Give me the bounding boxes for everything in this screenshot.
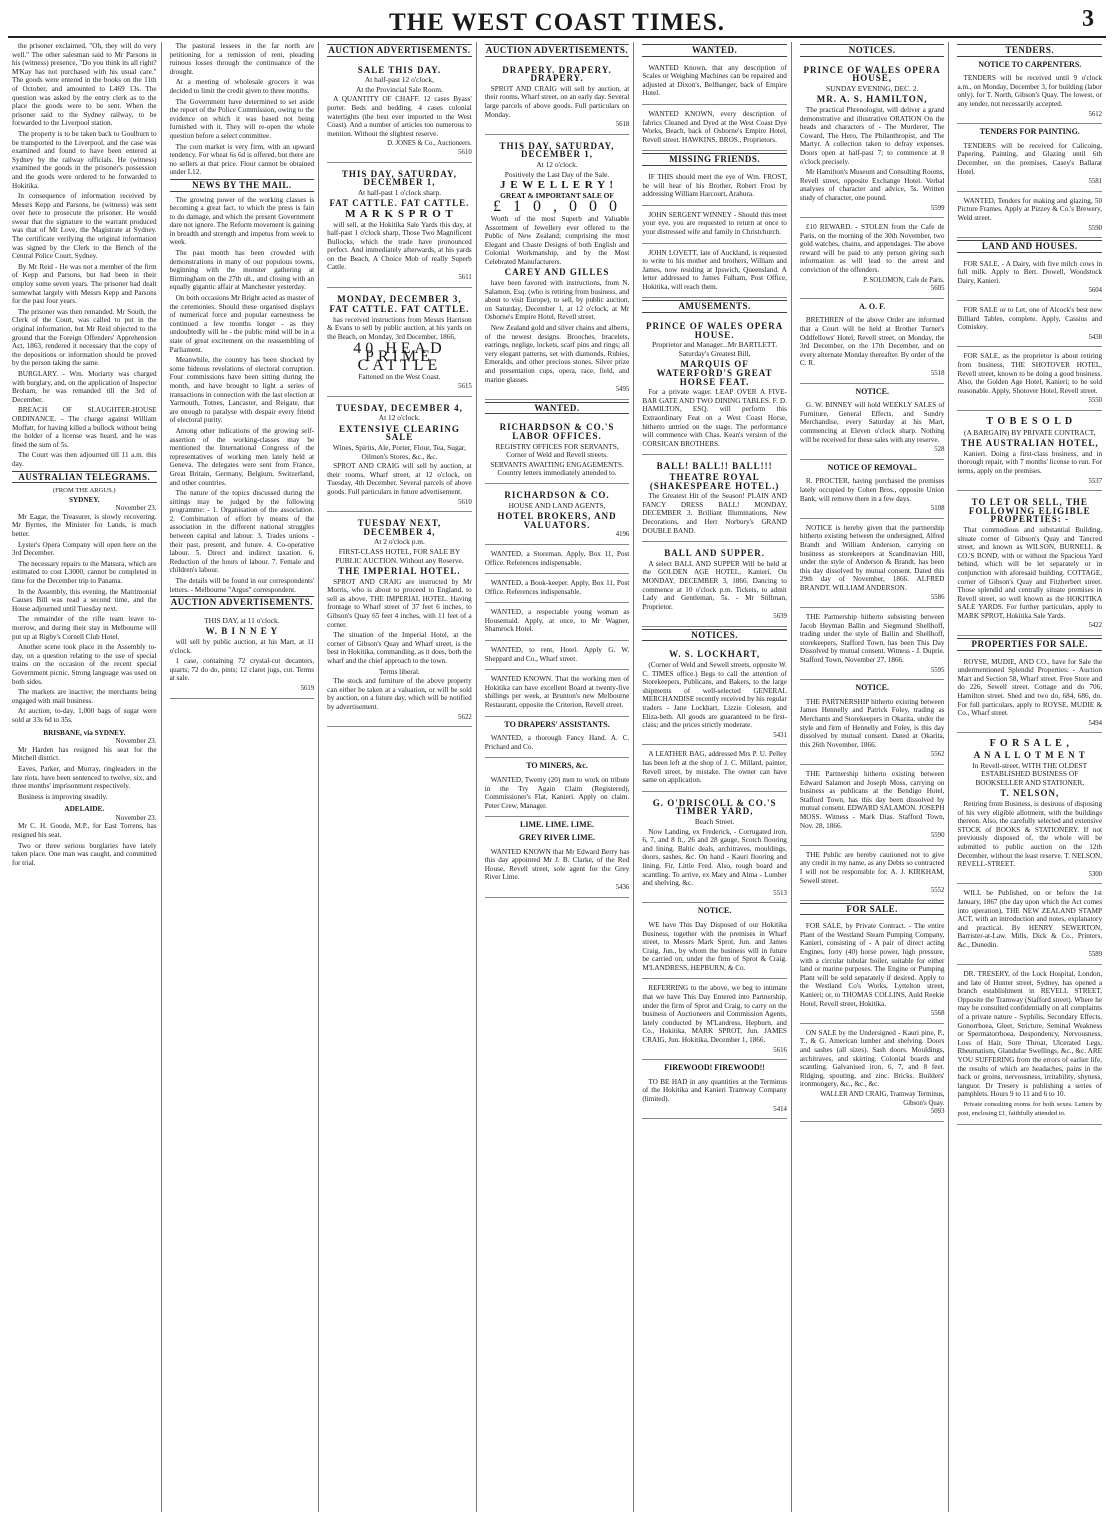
advertisement [642, 61, 787, 105]
ad-title: HOTEL BROKERS, AND VALUATORS. [497, 511, 617, 530]
section-heading: NOTICES. [800, 44, 945, 57]
ad-headline: PRINCE OF WALES OPERA HOUSE, [803, 64, 941, 84]
advertisement [800, 610, 945, 680]
ad-text: JOHN SERGENT WINNEY - Should this meet your eye, you are requested to return at once to your distressed wife and family in Christchurch. [642, 210, 787, 236]
ad-advertiser: W. S. LOCKHART, [669, 649, 761, 660]
ad-sub: SUNDAY EVENING, DEC. 2. [826, 83, 919, 93]
advertisement [642, 981, 787, 1060]
date: November 23. [115, 737, 157, 746]
ad-number: 5438 [1088, 333, 1103, 341]
ad-text: ROYSE, MUDIE, AND CO., have for Sale the undermentioned Splendid Properties: - Auction Mart and Section 58, Wharf street. Free Store and do 226, Sewell street. Cottage and do 706, Hamilton street. Shed and two do, 684, 686, do. For full particulars, apply to ROYSE, MUDIE & Co., Wharf street. [957, 657, 1103, 718]
article-paragraph: By Mr Reid - He was not a member of the firm of Kepp and Parsons, but had been in their employ some seven years. The prisoner had dealt somewhat largely with Messrs Kepp and Parsons for the past four years. [12, 262, 157, 306]
ad-number: 5611 [458, 274, 472, 282]
ad-headline: PRINCE OF WALES OPERA HOUSE. [645, 321, 784, 340]
ad-text: WILL be Published, on or before the 1st January, 1867 (the day upon which the Act comes into operation), THE NEW ZEALAND STAMP ACT, with an introduction and notes, explanatory and practical. By HENRY SEWERTON, Barrister-at-Law. Mills, Dick & Co., Printers, &c., Dunedin. [957, 889, 1103, 949]
ad-advertiser: THE IMPERIAL HOTEL. [338, 566, 461, 577]
advertisement [485, 731, 630, 758]
ad-sub: Wines, Spirits, Ale, Porter, Flour, Tea, Sugar, Oilmen's Stores, &c., &c. [332, 442, 466, 461]
advertisement [642, 645, 787, 745]
article-paragraph: At a meeting of wholesale grocers it was decided to limit the credit given to three months. [169, 78, 315, 95]
ad-advertiser: THE AUSTRALIAN HOTEL, [960, 438, 1099, 449]
ad-text: WANTED Known, that any description of Scales or Weighing Machines can be repaired and adjusted at Dixon's, Bellhanger, back of Empire Hotel. [642, 63, 787, 98]
advertisement [957, 655, 1102, 734]
article-paragraph: The remainder of the rifle team leave to-morrow, and during their stay in Melbourne will put up at Rigby's Cornell Club Hotel. [12, 615, 157, 641]
ad-time: At half-past 1 o'clock sharp. [357, 187, 442, 197]
sub-heading: NOTICE TO CARPENTERS. [978, 59, 1082, 69]
article-paragraph: Two or three serious burglaries have lately taken place. One man was caught, and committed for trial. [12, 841, 157, 867]
newspaper-title: THE WEST COAST TIMES. [389, 9, 725, 36]
ad-title: FIRST-CLASS HOTEL, FOR SALE BY PUBLIC AUCTION. Without any Reserve. [335, 546, 464, 565]
ad-text: That commodious and substantial Building, situate corner of Gibson's Quay and Tancred street, and known as WILSON, BURNELL & CO.'S BOND, with or without the Spacious Yard behind, which will be let separately or in conjunction with aforesaid building. COTTAGE, corner of Gibson's Quay and Fitzherbert street. Those splendid and centrally situate premises in Revell street, so well known as the HOKITIKA SALE YARDS. For further particulars, apply to MARK SPROT, Hokitika Sale Yards. [957, 525, 1103, 620]
ad-text: FOR SALE, - A Dairy, with five milch cows in full milk. Apply to Bert. Dowell, Woodstock Dairy, Kanieri. [957, 259, 1103, 285]
advertisement [957, 413, 1102, 491]
ad-headline: BALL AND SUPPER. [664, 548, 765, 559]
ad-text: A LEATHER BAG, addressed Mrs P. U. Pelley has been left at the shop of J. C. Millard, painter, Revell street, by mistake. The owner can have same on application. [642, 750, 787, 785]
article-paragraph: Among other indications of the growing self-assertion of the working-classes may be mentioned the International Congress of the representatives of working men lately held at Geneva. The delegates were sent from France, Great Britain, Germany, Belgium, Switzerland, and other countries. [169, 426, 315, 487]
article-paragraph: Eaves, Parker, and Murray, ringleaders in the late riots, have been sentenced to twelve, six, and three months' imprisonment respectively. [12, 764, 157, 791]
article-paragraph: The nature of the topics discussed during the sittings may be judged by the following programme: - 1. Organisation of the association. 2. Combination of effort by means of the association in the different national struggles between capital and labour. 3. Trades unions - their past, present, and future. 4. Co-operative labour. 5. Direct and indirect taxation. 6. Reduction of the hours of labour. 7. Female and children's labour. [169, 489, 315, 575]
advertisement [642, 747, 787, 791]
section-heading: MISSING FRIENDS. [642, 153, 787, 166]
section-heading: WANTED. [485, 402, 630, 415]
ad-sub: REGISTRY OFFICES FOR SERVANTS, Corner of Weld and Revell streets. [495, 441, 619, 460]
sub-heading: GREY RIVER LIME. [519, 832, 595, 842]
sub-heading: NOTICE. [697, 906, 732, 916]
ad-sub: In Revell-street, WITH THE OLDEST ESTABLISHED BUSINESS OF BOOKSELLER AND STATIONER, [972, 760, 1088, 787]
advertisement [800, 919, 945, 1024]
section-heading: AUCTION ADVERTISEMENTS. [170, 597, 313, 608]
sub-heading: NOTICE. [855, 386, 889, 396]
advertisement [642, 317, 787, 455]
advertisement [642, 107, 787, 151]
advertisement [957, 303, 1102, 347]
article-paragraph: At auction, to-day, 1,000 bags of sugar were sold at 33s 6d to 35s. [12, 707, 157, 724]
article-paragraph: Meanwhile, the country has been shocked by some hideous revelations of electoral corruption. Four commissions have been sitting during the month, and have brought to light a series of transactions in connection with the last election at Yarmouth, Totnes, Lancaster, and Reigate, that are enough to paralyse with despair every friend of electoral purity. [169, 356, 315, 425]
column-5 [638, 42, 792, 1512]
ad-number: 5615 [458, 383, 472, 390]
advertisement [800, 1026, 945, 1122]
ad-amount: £ 1 0 , 0 0 0 [493, 198, 622, 216]
sub-heading: LIME. LIME. LIME. [520, 820, 595, 830]
source-line: (FROM THE ARGUS.) [52, 487, 116, 495]
advertisement [327, 165, 472, 288]
ad-headline: SALE THIS DAY. [357, 64, 442, 75]
ad-number: 5610 [458, 148, 472, 156]
ad-number: 5562 [930, 751, 945, 759]
ad-advertiser: RICHARDSON & CO.'S LABOR OFFICES. [499, 422, 615, 441]
advertisement [485, 605, 630, 641]
ad-number: 5639 [773, 613, 787, 621]
ad-time: At 2 o'clock p.m. [374, 537, 425, 547]
ad-title: J E W E L L E R Y ! [499, 179, 615, 192]
ad-headline: TUESDAY NEXT, DECEMBER 4, [357, 518, 442, 537]
ad-text: TENDERS will be received until 9 o'clock a.m., on Monday, December 3, for building (labor only). for T. North, Gibson's Quay. The lowest, or any tender, not necessarily accepted. [957, 74, 1103, 108]
ad-number: 5093 [930, 1108, 945, 1116]
ad-advertiser: MR. A. S. HAMILTON, [816, 94, 928, 105]
ad-text: THE Partnership hitherto subsisting between Jacob Heyman Ballin and Siegmund Shellhoff, trading under the style of Ballin and Shellhoff, storekeepers, Stafford Town, has been This Day Dissolved by mutual consent. Witness - J. Duprie. Stafford Town, November 27, 1866. [799, 613, 945, 665]
advertisement [800, 695, 945, 765]
ad-headline: MONDAY, DECEMBER 3, [337, 293, 462, 304]
ad-text: WANTED, a Book-keeper. Apply, Box 11, Post Office. References indispensable. [484, 579, 630, 596]
article-paragraph: BREACH OF SLAUGHTER-HOUSE ORDINANCE. - The charge against William Moffatt, for having killed a bullock without being the holder of a license was heard, and he was fined the sum of 5s. [12, 406, 157, 449]
ad-big-line: 40 HEAD PRIME CATTLE [353, 339, 446, 374]
advertisement [170, 613, 315, 699]
advertisement [957, 257, 1102, 301]
column-6 [796, 42, 950, 1512]
ad-text: The situation of the Imperial Hotel, at the corner of Gibson's Quay and Wharf street, is the best in Hokitika, commanding, as it does, both the wharf and the chief approach to the town. [327, 631, 472, 666]
ad-headline: F O R S A L E , [989, 738, 1070, 750]
ad-text: A QUANTITY OF CHAFF. 12 cases Byass' porter. Beds and bedding. 4 cases colonial watertights (the best ever imported to the West Coast). And a number of articles too numerous to mention. Without the slightest reserve. [327, 95, 472, 138]
ad-number: 5622 [458, 713, 472, 721]
advertisement [800, 521, 945, 608]
ad-number: 5552 [930, 887, 945, 895]
ad-number: 5495 [615, 386, 630, 394]
article-paragraph: The property is to be taken back to Goulburn to be transported to the Liverpool, and the case was examined and found to have been entered at Sydney by the railway officials. He (witness) examined the goods in the prisoner's possession and the goods were ordered to be forwarded to Hokitika. [12, 129, 157, 190]
advertisement [485, 486, 630, 545]
ad-text: THE Public are hereby cautioned not to give any credit in my name, as any Debts so contracted I will not be responsible for. A. J. KIRKHAM, Sewell street. [799, 850, 945, 885]
sub-heading: TO MINERS, &c. [526, 761, 588, 771]
ad-text: WANTED, Twenty (20) men to work on tribute in the Try Again Claim (Registered), Commissioner's Flat, Kanieri. Apply on claim. Peter Crew, Manager. [484, 776, 630, 810]
ad-text: Worth of the most Superb and Valuable Assortment of Jewellery ever offered to the Public of New Zealand; comprising the most Elegant and Chaste Designs of both English and Colonial Workmanship, and by the Most Celebrated Manufacturers. [484, 214, 630, 266]
section-heading: AUCTION ADVERTISEMENTS. [485, 45, 629, 55]
ad-signature: P. SOLOMON, Cafe de Paris. [863, 276, 945, 284]
ad-text: Kanieri. Doing a first-class business, and in thorough repair, with 7 months' license to run. For terms, apply on the premises. [957, 449, 1103, 475]
article-paragraph: BURGLARY. - Wm. Moriarty was charged with burglary, and, on the application of Inspector Broham, he was remanded till the 3rd of December. [12, 369, 157, 404]
ad-number: 5590 [930, 832, 945, 840]
advertisement [327, 61, 472, 163]
ad-number: 5414 [773, 1105, 787, 1113]
ad-number: 5108 [930, 505, 945, 513]
ad-number: 5550 [1088, 397, 1103, 405]
ad-number: 5590 [1088, 224, 1103, 232]
ad-title: FAT CATTLE. FAT CATTLE. [329, 304, 470, 315]
ad-text: G. W. BINNEY will hold WEEKLY SALES of Furniture, General Effects, and Sundry Merchandise, every Saturday at his Mart, commencing at Eleven o'clock sharp. Nothing will be received for these sales with any reserve. [799, 401, 945, 444]
ad-advertiser: CAREY AND GILLES [504, 267, 610, 278]
section-heading: AMUSEMENTS. [642, 300, 787, 313]
section-heading: LAND AND HOUSES. [957, 240, 1102, 253]
ad-place: At the Provincial Sale Room. [356, 84, 443, 94]
column-7 [953, 42, 1106, 1512]
ad-advertiser: W. B I N N E Y [205, 626, 279, 637]
ad-sub: Beach Street. [694, 816, 735, 826]
ad-date: THIS DAY, at 11 o'clock. [204, 615, 280, 625]
ad-time: At 12 o'clock. [378, 413, 421, 423]
ad-advertiser: M A R K S P R O T [345, 207, 454, 220]
ad-signature: D. JONES & Co., Auctioneers. [387, 140, 472, 148]
ad-title: THEATRE ROYAL (SHAKESPEARE HOTEL.) [649, 471, 780, 491]
advertisement [800, 767, 945, 846]
section-heading: PROPERTIES FOR SALE. [957, 638, 1102, 651]
ad-number: 4196 [615, 531, 630, 539]
ad-text: A select BALL AND SUPPER Will be held at the GOLDEN AGE HOTEL, Kanieri, On MONDAY, DECEMBER 3, 1866. Dancing to commence at 10 o'clock p.m. Tickets, to admit Lady and Gentleman, 5s. - Mr Stillman, Proprietor. [642, 559, 787, 611]
ad-text: TO BE HAD in any quantities at the Terminus of the Hokitika and Kanieri Tramway Company (limited). [642, 1077, 787, 1103]
ad-text: REFERRING to the above, we beg to intimate that we have This Day Entered into Partnership, under the firm of Sprot and Craig, to carry on the business of Auctioneers and Commission Agents, lately conducted by M'Landress, Hepburn, and Co., Hokitika. MARK SPROT, Jun. JAMES CRAIG, Jun. Hokitika, December 1, 1866. [642, 984, 787, 1045]
ad-advertiser: G. O'DRISCOLL & CO.'S TIMBER YARD, [652, 797, 777, 817]
advertisement [642, 457, 787, 542]
ad-text: SPROT AND CRAIG will sell by auction, at their rooms, Wharf street, on an early day. Several large parcels of above goods. Full particulars on Monday. [484, 84, 630, 119]
ad-number: 5581 [1088, 178, 1103, 186]
ad-text: Now Landing, ex Frederick, - Corrugated iron, 6, 7, and 8 ft., 26 and 28 gauge, Scotch flooring and lining. Baltic deals, architraves, mouldings, doors, sashes, &c. On hand - Kauri flooring and lining, Fir, Little Fred. Also, rough board and scantling. To arrive, ex Mary and Alma - Lumber and shelving, &c. [642, 827, 787, 888]
sub-heading: TENDERS FOR PAINTING. [979, 127, 1080, 137]
ad-number: 5604 [1088, 287, 1103, 295]
ad-sub: Proprietor and Manager...Mr BARTLETT. Saturday's Greatest Bill, [651, 340, 778, 358]
section-heading: AUSTRALIAN TELEGRAMS. [12, 471, 157, 484]
advertisement [327, 290, 472, 397]
ad-text: WANTED KNOWN, every description of fabrics Cleaned and Dyed at the West Coast Dye Works, Beach, back of Osborne's Empire Hotel, Revell street. HAWKINS, BROS., Proprietors. [642, 109, 787, 144]
columns [8, 42, 1106, 1512]
article-paragraph: Mr Harden has resigned his seat for the Mitchell district. [12, 745, 157, 763]
ad-text: The practical Phrenologist, will deliver a grand demonstrative and illustrative ORATION On the heads and characters of - The Murderer, The Coward, The Hero, The Philanthropist, and The Martyr. A collection taken to defray expenses. Doors open at half-past 7; to commence at 8 o'clock precisely. [799, 105, 945, 166]
article-paragraph: The Government have determined to set aside the report of the Police Commission, owing to the evidence on which it was based not being furnished with it. They will re-open the whole question before a select committee. [169, 97, 315, 140]
ad-number: 5518 [930, 370, 945, 377]
advertisement [485, 672, 630, 716]
page-number: 3 [1082, 6, 1094, 32]
advertisement [800, 848, 945, 901]
advertisement [957, 71, 1102, 124]
ad-text: TENDERS will be received for Calicoing, Papering, Painting, and Glazing until 6th December, on the premises, Casey's Ballarat Hotel. [957, 141, 1103, 176]
article-paragraph: Business is improving steadily. [18, 792, 108, 801]
sub-heading: NOTICE OF REMOVAL. [827, 462, 917, 472]
ad-text: NOTICE is hereby given that the partnership hitherto existing between the undersigned, Alfred Brandt and William Anderson, carrying on business as storekeepers at Scandinavian Hill, under the style of Anderson & Brandt, has been this day dissolved by mutual consent. Dated this 29th day of November, 1866. ALFRED BRANDT. WILLIAM ANDERSON. [799, 523, 945, 592]
advertisement [800, 220, 945, 299]
ad-text: will sell by public auction, at his Mart, at 11 o'clock. [169, 638, 315, 655]
advertisement [642, 246, 787, 299]
ad-advertiser: T. NELSON, [1000, 788, 1060, 799]
ad-text: will sell, at the Hokitika Sale Yards this day, at half-past 1 o'clock sharp, Those Two Magnificent Bullocks, which the trade have pronounced perfect. And immediately afterwards, at his yards on the Beach, A Choice Mob of really Superb Cattle. [327, 220, 472, 272]
ad-sub: (A BARGAIN) BY PRIVATE CONTRACT, [964, 427, 1096, 437]
ad-text: DR. TRESERY, of the Lock Hospital, London, and late of Hunter street, Sydney, has opened a branch establishment in REVELL STREET, Opposite the Tramway (Stafford street). Where he may be consulted confidentially on all complaints of a private nature - Syphilis, Secondary Effects, Gonorrhoea, Gleet, Stricture, Seminal Weakness or Spermatorrhoea, Despondency, Nervousness, Loss of Hair, Sore Throat, Ulcerated Legs, Rheumatism, Glandular Swellings, &c., &c. ARE YOU SUFFERING from the errors of earlier life, the results of which are headaches, pains in the back or groins, nervousness, irritability, shyness, languor. Dr Tresery is publishing a series of pamphlets. Hours 9 to 11 and 6 to 10. [957, 970, 1103, 1099]
section-heading: WANTED. [642, 44, 787, 57]
ad-headline: DRAPERY. DRAPERY. DRAPERY. [502, 64, 612, 84]
advertisement [800, 61, 945, 219]
article-paragraph: the prisoner exclaimed, "Oh, they will do very well." The other salesman said to Mr Parsons in his (witness) presence, "Do you think its all right? M'Kay has not purchased with his usual care." The goods were entered in the books on the 11th of October, and amounted to L469 13s. The question was asked by the entry clerk as to the place the goods were to be sent. When the prisoner said to the Sydney railway, to be forwarded to the Liverpool station. [12, 42, 157, 128]
ad-text: (Corner of Weld and Sewell streets, opposite W. C. TIMES office.) Begs to call the attention of Storekeepers, Publicans, and Bakers, to the large shipments of well-selected GENERAL MERCHANDISE recently received by his regular traders - Jane Lockhart, Lizzie Coleson, and Eliza-beth. All goods are guaranteed to be first-class; and the prices strictly moderate. [642, 661, 787, 730]
section-heading: AUCTION ADVERTISEMENTS. [328, 45, 471, 55]
advertisement [957, 139, 1102, 192]
ad-headline: TO LET OR SELL, THE FOLLOWING ELIGIBLE PROPERTIES: - [968, 497, 1091, 525]
ad-sub: GREAT & IMPORTANT SALE OF [500, 190, 614, 200]
ad-sub: Positively the Last Day of the Sale. [504, 169, 610, 179]
advertisement [642, 918, 787, 980]
article-paragraph: Mr C. H. Goode, M.P., for East Torrens, has resigned his seat. [12, 822, 157, 840]
dateline: SYDNEY. [68, 495, 100, 504]
ad-number: 5431 [773, 731, 787, 739]
ad-number: 5605 [930, 285, 945, 293]
ad-number: 528 [934, 446, 945, 454]
advertisement [485, 137, 630, 400]
advertisement [485, 773, 630, 817]
ad-number: 5513 [773, 889, 787, 897]
ad-text: Mr Hamilton's Museum and Consulting Rooms, Revell street, opposite Exchange Hotel. Verbal analyses of character and advice, 5s. Written study of character, one pound. [799, 168, 945, 202]
ad-text: The stock and furniture of the above property can either be taken at a valuation, or will be sold by auction, on a future day, which will be notified by advertisement. [327, 677, 472, 711]
ad-number: 5612 [1088, 110, 1103, 118]
sub-heading: A. O. F. [859, 301, 886, 311]
ad-signature: WALLER AND CRAIG, Tramway Terminus, Gibson's Quay. [820, 1090, 945, 1107]
ad-text: The Greatest Hit of the Season! PLAIN AND FANCY DRESS BALL! MONDAY, DECEMBER 3. Brilliant Illuminations, New Decorations, and Herr Norbury's GRAND DOUBLE BAND. [642, 492, 787, 535]
ad-advertiser: RICHARDSON & CO. [504, 489, 610, 500]
ad-text: Private consulting rooms for both sexes. Letters by post, enclosing £1, faithfully attended to. [957, 1100, 1103, 1117]
advertisement [642, 544, 787, 627]
article-paragraph: Another scene took place in the Assembly to-day, on a question relating to the use of special trains on the occasion of the recent special Government picnic. Strong language was used on both sides. [12, 643, 157, 686]
ad-number: 5599 [930, 204, 945, 212]
advertisement [485, 418, 630, 484]
ad-headline: T O B E S O L D [986, 416, 1074, 427]
dateline: ADELAIDE. [64, 805, 105, 814]
ad-text: FOR SALE, by Private Contract. - The entire Plant of the Westland Steam Pumping Company, Kanieri, consisting of - A pair of direct acting Engines, forty (40) horse power, high pressure, with a circular tubular boiler, suitable for either land or marine purposes. The Engine or Pumping Plant will be sold separately if desired. Apply to the Westland Co's Works, Lyttelton street, Kanieri; or, to THOMAS COLLINS, Auld Reekie Hotel, Revell street, Hokitika. [799, 922, 945, 1008]
article-paragraph: The prisoner was then remanded. Mr South, the Clerk of the Court, was called to put in the original information, but Mr Reid objected to the ground that the Foreign Offenders' Apprehension Act, 1863, rendered it necessary that the copy of the depositions or information should be proved by the person taking the same. [12, 307, 157, 368]
advertisement [642, 794, 787, 904]
ad-headline: THIS DAY, SATURDAY, DECEMBER 1, [341, 168, 457, 188]
ad-number: 5568 [930, 1010, 945, 1018]
ad-text: WANTED, Tenders for making and glazing, 50 Picture Frames. Apply at Pizzey & Co.'s Brewery, Weld street. [957, 196, 1103, 222]
advertisement [485, 547, 630, 574]
ad-text: R. PROCTER, having purchased the premises lately occupied by Cohen Bros., opposite Union Bank, will remove there in a few days. [799, 477, 945, 503]
ad-sub: Fattened on the West Coast. [358, 372, 441, 382]
advertisement [327, 399, 472, 513]
advertisement [642, 1075, 787, 1119]
ad-sub: A N A L L O T M E N T [973, 750, 1086, 760]
ad-number: 5595 [930, 666, 945, 674]
ad-text: have been favored with instructions, from N. Salamon, Esq. (who is retiring from business, and about to visit Europe), to sell, by public auction, on Saturday, December 1, at 12 o'clock, at Mr Osborne's Empire Hotel, Revell street. [484, 279, 630, 322]
ad-headline: THIS DAY, SATURDAY, DECEMBER 1, [499, 140, 615, 160]
date: November 23. [115, 813, 157, 822]
section-heading: TENDERS. [957, 44, 1102, 57]
ad-text: FOR SALE or to Let, one of Alcock's best new Billiard Tables, complete. Apply, Cassius and Comiskey. [957, 306, 1103, 332]
ad-text: WANTED, a thorough Fancy Hand. A. C. Prichard and Co. [484, 734, 630, 751]
ad-text: THE Partnership hitherto existing between Edward Salamon and Joseph Moss, carrying on business as publicans at the Bendigo Hotel, Stafford Town, has this day been dissolved by mutual consent. EDWARD SALAMON. JOSEPH MOSS. Witness - Mark Dias. Stafford Town, Nov. 28, 1866. [799, 769, 945, 830]
ad-text: SPROT AND CRAIG are instructed by Mr Morris, who is about to proceed to England, to sell as above. THE IMPERIAL HOTEL. Having frontage to Wharf street of 37 feet 6 inches, to Gibson's Quay 65 feet 4 inches, with 11 feet of a corner. [327, 577, 472, 629]
advertisement [485, 845, 630, 898]
article-paragraph: On both occasions Mr Bright acted as master of the ceremonies. Should these organised displays of numerical force and popular earnestness be continued a few months longer - as they undoubtedly will be - the public mind will be in a state of great excitement on the reassembling of Parliament. [169, 294, 315, 354]
ad-text: WANTED, a Storeman. Apply, Box 11, Post Office. References indispensable. [484, 549, 630, 567]
dateline: BRISBANE, via SYDNEY. [43, 728, 126, 737]
ad-time: At 12 o'clock. [536, 159, 578, 169]
advertisement [957, 886, 1102, 965]
article-paragraph: In the Assembly, this evening, the Matrimonial Causes Bill was read a second time, and the House adjourned until Tuesday next. [12, 587, 157, 613]
advertisement [800, 313, 945, 383]
ad-number: 5537 [1088, 477, 1103, 485]
ad-text: Retiring from Business, is desirous of disposing of his very eligible allotment, with the buildings thereon. Also, the carefully selected and extensive STOCK of BOOKS & STATIONERY. If not previously disposed of, the whole will be submitted to public auction on the 12th December, without the least reserve. T. NELSON, REVELL-STREET. [957, 799, 1103, 869]
advertisement [957, 194, 1102, 238]
section-heading: NEWS BY THE MAIL. [170, 179, 315, 192]
masthead [8, 6, 1106, 38]
advertisement [957, 967, 1102, 1125]
advertisement [485, 61, 630, 135]
ad-text: New Zealand gold and silver chains and alberts, of the newest designs. Brooches, bracelets, earrings, neglige, lockets, scarf pins and rings; all very elegant patterns, set with diamonds, Rubies, Emeralds, and other precious stones. Silver prize and presentation cups, opera, race, field, and marine glasses. [484, 324, 630, 384]
advertisement [800, 474, 945, 518]
ad-text: For a private wager. LEAP OVER A FIVE-BAR GATE AND TWO DINING TABLES. F. D. HAMILTON, ESQ. will perform this Extraordinary Feat on a West Coast Horse, hitherto untried on the stage. The performance will commence with Chas. Kean's version of the CORSICAN BROTHERS. [642, 388, 787, 448]
sub-heading: TO DRAPERS' ASSISTANTS. [504, 719, 610, 729]
ad-number: 5619 [300, 684, 315, 692]
ad-number: 5610 [458, 498, 472, 506]
ad-title: EXTENSIVE CLEARING SALE [339, 423, 460, 443]
column-1 [8, 42, 162, 1512]
article-paragraph: The corn market is very firm, with an upward tendency. For wheat 6s 6d is offered, but there are no sellers at that price. Flour cannot be obtained under L12. [169, 142, 315, 177]
advertisement [957, 735, 1102, 884]
ad-number: 5436 [615, 883, 630, 891]
advertisement [485, 643, 630, 670]
article-paragraph: The details will be found in our correspondents' letters. - Melbourne "Argus" correspondent. [169, 577, 315, 594]
advertisement [642, 208, 787, 244]
ad-text: WE have This Day Disposed of our Hokitika Business, together with the premises in Wharf street, to Messrs Mark Sprot, Jun. and James Craig, Jun., by whom the business will in future be carried on, under the firm of Sprot & Craig. M'LANDRESS, HEPBURN, & Co. [642, 920, 787, 972]
article-paragraph: The Court was then adjourned till 11 a.m. this day. [12, 451, 157, 468]
ad-number: 5618 [615, 121, 630, 129]
ad-text: IF THIS should meet the eye of Wm. FROST, he will hear of his Brother, Robert Frost by addressing William Harcourt, Arahura. [642, 172, 787, 199]
sub-heading: NOTICE. [855, 683, 889, 693]
ad-text: THE PARTNERSHIP hitherto existing between James Hennelly and Patrick Foley, trading as Merchants and Storekeepers in Okarita, under the style and firm of Hennelly and Foley, is this day dissolved by mutual consent. Dated at Okarita, this 26th November, 1866. [799, 697, 945, 749]
ad-number: 5586 [930, 594, 945, 602]
ad-text: JOHN LOVETT, late of Auckland, is requested to write to his mother and brothers, William and James, now residing at Ipswich, Queensland. A letter addressed to James Fulham, Post Office, Hokitika, will reach them. [642, 248, 787, 291]
article-paragraph: In consequence of information received by Messrs Kepp and Parsons, he (witness) was sent over here to prosecute the prisoner. He would swear that the signature to the warrant produced was that of Mr Love, the Magistrate at Sydney. The certificate verifying the original information was signed by the Clerk to the Bench of the Central Police Court, Sydney. [12, 192, 157, 261]
column-4 [481, 42, 635, 1512]
article-paragraph: The growing power of the working classes is becoming a great fact, to which the press is fain to do damage, and which the present Government dare not ignore. The Reform movement is gaining in breadth and strength and impetus from week to week. [169, 195, 315, 247]
ad-number: 5494 [1088, 719, 1103, 727]
ad-number: 5589 [1088, 951, 1103, 959]
ad-headline: TUESDAY, DECEMBER 4, [336, 402, 463, 413]
section-heading: NOTICES. [642, 629, 787, 642]
advertisement [642, 170, 787, 206]
advertisement [327, 514, 472, 727]
ad-headline: BALL! BALL!! BALL!!! [656, 461, 773, 472]
article-paragraph: The past month has been crowded with demonstrations in many of our populous towns, beginning with the monster gathering at Birmingham on the 27th ult., and closing with an equally gigantic affair at Manchester yesterday. [169, 249, 315, 292]
ad-sub: Terms liberal. [378, 666, 420, 676]
ad-sub: SERVANTS AWAITING ENGAGEMENTS. Country letters immediately attended to. [490, 459, 624, 478]
ad-time: At half-past 12 o'clock, [364, 75, 434, 85]
ad-text: WANTED KNOWN. That the working men of Hokitika can have excellent Board at twenty-five shillings per week, at Brunton's new Melbourne Restaurant, opposite the Criterion, Revell street. [484, 675, 630, 710]
date: November 23. [115, 504, 157, 513]
article-paragraph: The markets are inactive; the merchants being engaged with mail business. [12, 688, 157, 705]
ad-number: 5300 [1088, 870, 1103, 878]
column-3 [323, 42, 477, 1512]
ad-title: MARQUIS OF WATERFORD'S GREAT HORSE FEAT. [656, 359, 773, 387]
advertisement [800, 398, 945, 460]
article-paragraph: Mr Eagar, the Treasurer, is slowly recovering. Mr Byrnes, the Minister for Lands, is much better. [12, 512, 157, 539]
section-heading: FOR SALE. [800, 903, 945, 916]
ad-text: has received instructions from Messrs Harrison & Evans to sell by public auction, at his yards on the Beach, on Monday, 3rd December, 1866, [327, 315, 472, 342]
ad-text: BRETHREN of the above Order are informed that a Court will be held at Brother Turner's Oddfellows' Hotel, Revell street, on Monday, the 3rd December, on the 17th December, and on every alternate Monday thereafter. By order of the C. R. [799, 316, 945, 368]
ad-text: ON SALE by the Undersigned - Kauri pine, P., T., & G. American lumber and shelving. Doors and sashes (all sizes). Sash doors. Mouldings, architraves, and skirting. Colonial boards and scantling. Galvanised iron, 6, 7, and 8 feet. Ridging, spouting, and zinc. Bricks. Builders' ironmongery, &c., &c., &c. [799, 1028, 945, 1089]
ad-text: WANTED KNOWN that Mr Edward Berry has this day appointed Mr J. B. Clarke, of the Red House, Revell street, sole agent for the Grey River Lime. [484, 847, 630, 882]
ad-title: FAT CATTLE. FAT CATTLE. [329, 198, 470, 209]
sub-heading: FIREWOOD! FIREWOOD!! [664, 1063, 765, 1073]
ad-text: 1 case, containing 72 crystal-cut decanters, quarts; 72 do do, pints; 12 claret jugs, cut. Terms at sale. [169, 657, 315, 683]
advertisement [957, 493, 1102, 636]
article-paragraph: The necessary repairs to the Matsura, which are estimated to cost L3000, cannot be completed in time for the December trip to Panama. [12, 559, 157, 586]
ad-text: £10 REWARD. - STOLEN from the Cafe de Paris, on the morning of the 30th November, two gold watches, chains, and appendages. The above reward will be paid to any person giving such information as will lead to the arrest and conviction of the offenders. [799, 223, 945, 275]
ad-number: 5422 [1088, 622, 1103, 630]
ad-text: WANTED, a respectable young woman as Housemaid. Apply, at once, to Mr Wagner, Shamrock Hotel. [484, 608, 630, 634]
ad-text: FOR SALE, as the proprietor is about retiring from business, THE SHOTOVER HOTEL, Revell street, known to be doing a good business. Also, the Golden Age Hotel, Kanieri; to be sold reasonable. Apply, Shotover Hotel, Revell street. [957, 352, 1103, 395]
advertisement [957, 349, 1102, 411]
ad-number: 5616 [773, 1046, 787, 1054]
article-paragraph: Lyster's Opera Company will open here on the 3rd December. [12, 540, 157, 558]
advertisement [485, 576, 630, 603]
ad-text: WANTED, to rent, Hotel. Apply G. W. Sheppard and Co., Wharf street. [484, 646, 630, 663]
article-paragraph: The pastoral lessees in the far north are petitioning for a remission of rent, pleading ruinous losses through the continuance of the drought. [169, 42, 315, 76]
column-2 [166, 42, 320, 1512]
ad-sub: HOUSE AND LAND AGENTS, [508, 500, 606, 510]
ad-text: SPROT AND CRAIG will sell by auction, at their rooms, Wharf street, at 12 o'clock, on Tuesday, 4th December. Several parcels of above goods. Full particulars in future advertisement. [327, 462, 472, 496]
